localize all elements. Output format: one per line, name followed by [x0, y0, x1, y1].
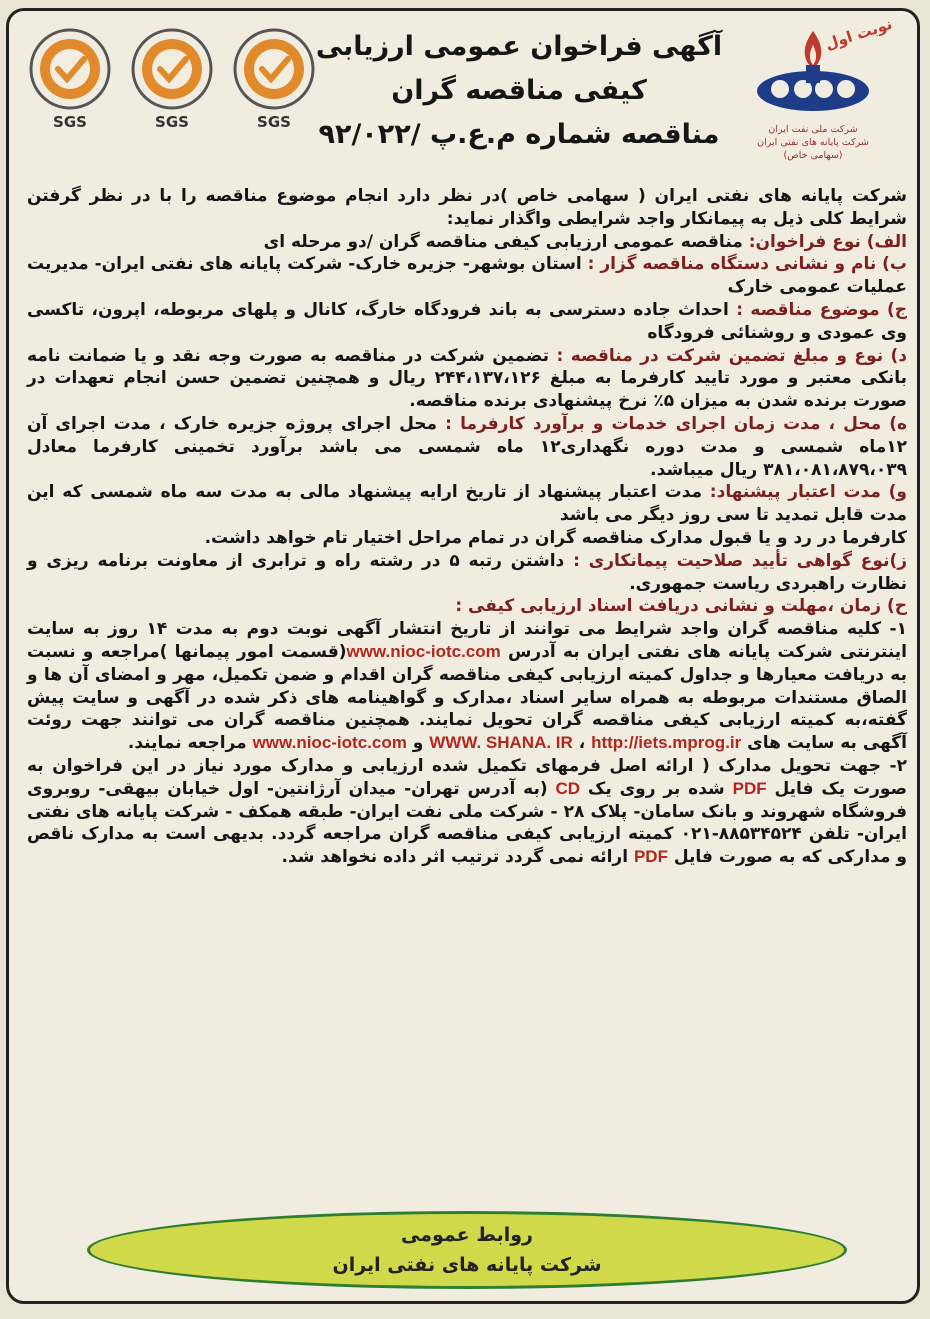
notice-title — [309, 25, 729, 157]
check-seal-icon — [125, 27, 219, 111]
company-line-3: (سهامی خاص) — [783, 150, 843, 161]
section-f-text: مدت اعتبار پیشنهاد از تاریخ ارایه پیشنهاد مالی به مدت سه ماه شمسی که این مدت قابل تمدید تا سی روز دیگر می باشد — [27, 482, 907, 526]
h2-text-d: ارائه نمی گردد ترتیب اثر داده نخواهد شد. — [281, 847, 634, 868]
section-h-item-2 — [27, 755, 907, 869]
h2-text-c: (به آدرس تهران- میدان آرژانتین- اول خیابان بیهقی- روبروی فروشگاه شهروند و بانک سامان- پلاک ۲۸ - شرکت ملی نفت ایران- طبقه همکف - شرکت پایانه های نفتی ایران- تلفن ۸۸۵۳۴۵۲۴-۰۲۱ کمیته ارزیابی کیفی مناقصه گران مراجعه گردد. بدیهی است به مدارک ناقص و مدارکی که به صورت فایل — [27, 778, 907, 868]
h1-text-c: مراجعه نمایند. — [127, 733, 253, 754]
header — [9, 11, 920, 176]
check-seal-icon — [23, 27, 117, 111]
section-a — [27, 231, 907, 254]
intro-paragraph: شرکت پایانه های نفتی ایران ( سهامی خاص )در نظر دارد انجام موضوع مناقصه را با در نظر گرفتن شرایط کلی ذیل به پیمانکار واجد شرایطی واگذار نماید: — [27, 186, 907, 229]
section-f-note: کارفرما در رد و یا قبول مدارک مناقصه گران در تمام مراحل اختیار تام خواهد داشت. — [204, 527, 907, 548]
company-name-lines — [743, 123, 883, 162]
title-line-2: کیفی مناقصه گران — [391, 75, 647, 106]
section-c — [27, 299, 907, 345]
title-line-3: مناقصه شماره م.ع.پ /۹۲/۰۲۲ — [318, 119, 720, 150]
section-d-heading: د) نوع و مبلغ تضمین شرکت در مناقصه : — [556, 345, 908, 366]
h1-text-b: (قسمت امور پیمانها )مراجعه و نسبت به دریافت معیارها و جداول کمیته ارزیابی کیفی مناقصه گران اقدام و ضمن تکمیل، مهر و امضای آن ها و الصاق مستندات مربوطه به همراه سایر اسناد ،مدارک و گواهینامه های ذکر شده در آگهی و سایت پیش گفته،به کمیته ارزیابی کیفی مناقصه گران تحویل نمایند. همچنین مناقصه گران می توانند جهت روئت آگهی به سایت های — [27, 641, 907, 754]
sgs-seal-2 — [125, 27, 219, 131]
sgs-label: SGS — [155, 113, 189, 131]
sgs-seal-row — [23, 27, 323, 137]
notice-body — [27, 185, 907, 869]
company-logo-block — [743, 14, 895, 162]
title-line-1: آگهی فراخوان عمومی ارزیابی — [315, 31, 723, 62]
section-b-heading: ب) نام و نشانی دستگاه مناقصه گزار : — [587, 254, 908, 275]
section-g — [27, 550, 907, 596]
pdf-label-2: PDF — [633, 847, 668, 867]
check-seal-icon — [227, 27, 321, 111]
section-c-text: احداث جاده دسترسی به باند فرودگاه خارگ، کانال و پلهای مربوطه، اپرون، تاکسی وی عمودی و روشنائی فرودگاه — [27, 299, 907, 343]
shana-link[interactable]: WWW. SHANA. IR — [429, 733, 573, 753]
section-e-heading: ه) محل ، مدت زمان اجرای خدمات و برآورد کارفرما : — [445, 413, 908, 434]
section-h-item-1 — [27, 618, 907, 755]
iets-link[interactable]: http://iets.mprog.ir — [591, 733, 742, 753]
notice-frame — [6, 8, 920, 1304]
section-e — [27, 413, 907, 481]
sgs-seal-3 — [227, 27, 321, 131]
h2-text-b: شده بر روی یک — [580, 778, 733, 799]
section-h-heading: ح) زمان ،مهلت و نشانی دریافت اسناد ارزیابی کیفی : — [455, 596, 907, 617]
h2-text-a: ۲- جهت تحویل مدارک ( ارائه اصل فرمهای تکمیل شده ارزیابی و مدارک مورد نیاز در این فراخوان به صورت یک فایل — [27, 755, 907, 799]
sgs-label: SGS — [53, 113, 87, 131]
section-d-text: تضمین شرکت در مناقصه به صورت وجه نقد و یا ضمانت نامه بانکی معتبر و مورد تایید کارفرما به مبلغ ۲۴۴،۱۳۷،۱۲۶ ریال و همچنین تضمین حسن انجام تعهدات در صورت برنده شدن به میزان ۵٪ نرخ پیشنهادی برنده مناقصه. — [27, 345, 907, 412]
section-c-heading: ج) موضوع مناقصه : — [736, 299, 907, 320]
section-g-heading: ز)نوع گواهی تأیید صلاحیت پیمانکاری : — [573, 550, 908, 571]
footer-line-1: روابط عمومی — [401, 1224, 533, 1246]
section-d — [27, 345, 907, 413]
h1-sep: ، — [572, 733, 592, 754]
section-b — [27, 253, 907, 299]
pdf-label-1: PDF — [732, 778, 767, 798]
h1-and: و — [406, 733, 430, 754]
section-e-text: محل اجرای پروژه جزیره خارک ، مدت اجرای آن ۱۲ماه شمسی و مدت دوره نگهداری۱۲ ماه شمسی می باشد برآورد تخمینی کارفرما معادل ۳۸۱،۰۸۱،۸۷۹،۰۳۹ ریال میباشد. — [27, 413, 907, 480]
h1-text-a: ۱- کلیه مناقصه گران واجد شرایط می توانند از تاریخ انتشار آگهی نوبت دوم به مدت ۱۴ روز به سایت اینترنتی شرکت پایانه های نفتی ایران به آدرس — [27, 619, 907, 662]
company-line-2: شرکت پایانه های نفتی ایران — [757, 137, 869, 148]
section-f-heading: و) مدت اعتبار پیشنهاد: — [709, 482, 907, 503]
public-relations-footer — [87, 1211, 847, 1289]
sgs-seal-1 — [23, 27, 117, 131]
section-g-text: داشتن رتبه ۵ در رشته راه و ترابری از معاونت برنامه ریزی و نظارت راهبردی ریاست جمهوری. — [27, 550, 907, 594]
cd-label: CD — [555, 778, 581, 798]
nioc-iotc-link-2[interactable]: www.nioc-iotc.com — [252, 733, 407, 753]
sgs-label: SGS — [257, 113, 291, 131]
section-a-text: مناقصه عمومی ارزیابی کیفی مناقصه گران /دو مرحله ای — [263, 231, 749, 252]
footer-line-2: شرکت پایانه های نفتی ایران — [332, 1254, 602, 1276]
company-line-1: شرکت ملی نفت ایران — [768, 124, 858, 135]
section-f — [27, 481, 907, 527]
section-b-text: استان بوشهر- جزیره خارک- شرکت پایانه های نفتی ایران- مدیریت عملیات عمومی خارک — [27, 254, 907, 298]
nioc-iotc-link[interactable]: www.nioc-iotc.com — [346, 641, 501, 661]
round-tag: نوبت اول — [822, 14, 895, 54]
section-a-heading: الف) نوع فراخوان: — [748, 231, 907, 252]
